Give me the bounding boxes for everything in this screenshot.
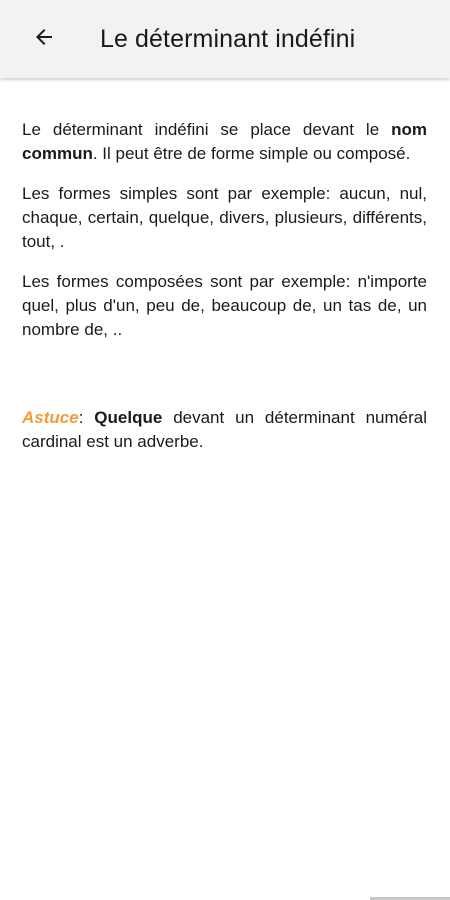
paragraph-simple-forms: Les formes simples sont par exemple: aucun, nul, chaque, certain, quelque, divers, plusieurs, différents, tout, . — [22, 184, 427, 251]
paragraph-definition — [22, 118, 427, 166]
emphasis-text: nom commun — [22, 120, 427, 163]
paragraph-text: . Il peut être de forme simple ou composé. — [92, 144, 411, 163]
tip-text: devant un déterminant numéral cardinal est un adverbe. — [22, 408, 427, 451]
page-title: Le déterminant indéfini — [100, 24, 356, 53]
tip-label: Astuce — [22, 408, 79, 427]
paragraph-text: Le déterminant indéfini se place devant le — [22, 120, 392, 139]
tip-separator: : — [78, 408, 95, 427]
back-button[interactable] — [22, 17, 66, 61]
arrow-left-icon — [32, 25, 56, 54]
lesson-content — [22, 118, 427, 470]
paragraph-compound-forms: Les formes composées sont par exemple: n'importe quel, plus d'un, peu de, beaucoup de, un tas de, un nombre de, .. — [22, 272, 427, 339]
emphasis-text: Quelque — [94, 408, 163, 427]
app-bar — [0, 0, 450, 78]
tip-paragraph — [22, 406, 427, 454]
